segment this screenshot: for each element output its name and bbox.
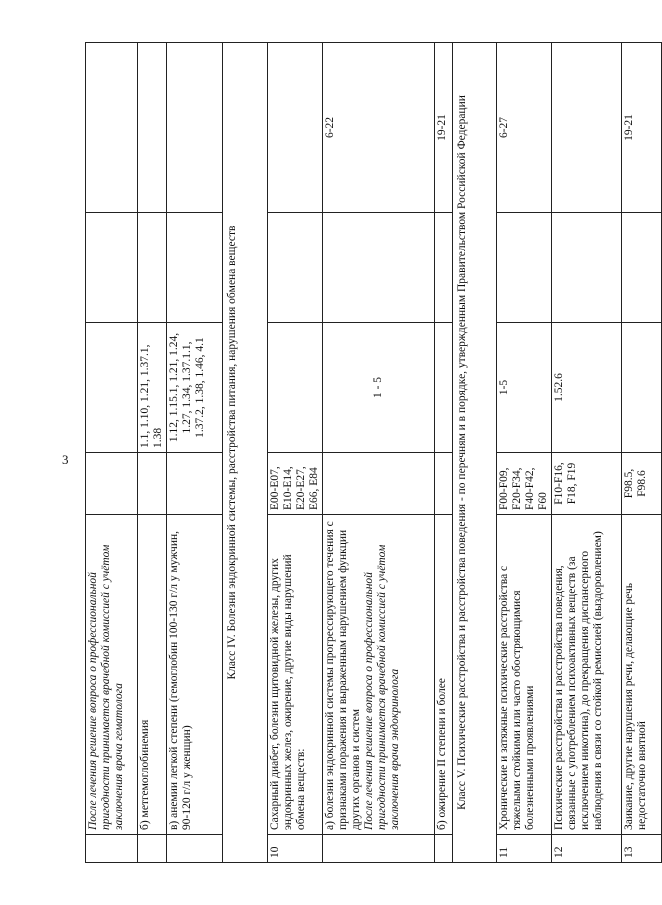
- row-anemia: в) анемии легкой степени (гемоглобин 100-130 г/л у мужчин, 90-120 г/л у женщин): [167, 515, 223, 835]
- row-number-11: 11: [497, 835, 552, 863]
- table-row: [453, 43, 497, 863]
- note-endocrinologist: После лечения решение вопроса о профессиональной пригодности принимается врачебной комиссией с учётом заключения врача эндокринолога: [363, 544, 401, 830]
- row-number-10: 10: [268, 835, 323, 863]
- endocrine-progressive-cell: [323, 515, 435, 835]
- diabetes-text: Сахарный диабет, болезни щитовидной железы, других эндокринных желез, ожирение, другие виды нарушений обмена веществ:: [268, 515, 323, 835]
- endocrine-range: 1 - 5: [323, 323, 435, 453]
- substance-range: 1.52.6: [552, 323, 622, 453]
- table-row: [323, 43, 435, 863]
- table-row: [435, 43, 453, 863]
- note-hematologist: После лечения решение вопроса о профессиональной пригодности принимается врачебной комиссией с учётом заключения врача гематолога: [86, 515, 138, 835]
- table-row: [497, 43, 552, 863]
- table-row: [167, 43, 223, 863]
- substance-text: Психические расстройства и расстройства поведения, связанные с употреблением психоактивных веществ (за исключением никотина), до прекращения диспансерного наблюдения в связи со стойкой ремиссией (выздоровлением): [552, 515, 622, 835]
- endocrine-progressive-text: а) болезни эндокринной системы прогрессирующего течения с признаками поражения и выраженным нарушением функции других органов и систем: [324, 521, 362, 830]
- obesity-col5: 19-21: [435, 43, 453, 213]
- table-row: [622, 43, 662, 863]
- disease-table: [85, 42, 662, 863]
- chronic-psych-range: 1-5: [497, 323, 552, 453]
- diabetes-codes: E00-E07, E10-E14, E20-E27, E66, E84: [268, 453, 323, 515]
- table-row: [268, 43, 323, 863]
- obesity-text: б) ожирение II степени и более: [435, 515, 453, 835]
- stutter-col5: 19-21: [622, 43, 662, 213]
- table-row: [552, 43, 622, 863]
- stutter-codes: F98.5, F98.6: [622, 453, 662, 515]
- codes-methemoglobinemia: 1.1, 1.10, 1.21, 1.37.1, 1.38: [138, 323, 167, 453]
- chronic-psych-text: Хронические и затяжные психические расстройства с тяжелыми стойкими или часто обостряющимися болезненными проявлениями: [497, 515, 552, 835]
- table-row: [223, 43, 268, 863]
- class-iv-header: Класс IV. Болезни эндокринной системы, расстройства питания, нарушения обмена веществ: [223, 43, 268, 863]
- chronic-psych-codes: F00-F09, F20-F34, F40-F42, F60: [497, 453, 552, 515]
- class-v-header: Класс V. Психические расстройства и расстройства поведения - по перечням и в порядке, утвержденным Правительством Российской Федерации: [453, 43, 497, 863]
- stutter-text: Заикание, другие нарушения речи, делающие речь недостаточно внятной: [622, 515, 662, 835]
- codes-anemia: 1.12, 1.15.1, 1.21, 1.24, 1.27, 1.34, 1.37.1.1, 1.37.2, 1.38, 1.46, 4.1: [167, 323, 223, 453]
- page-number: 3: [62, 452, 69, 467]
- row-number-13: 13: [622, 835, 662, 863]
- endocrine-col5: 6-22: [323, 43, 435, 213]
- row-number-12: 12: [552, 835, 622, 863]
- row-methemoglobinemia: б) метгемоглобинемия: [138, 515, 167, 835]
- table-row: [138, 43, 167, 863]
- table-row: [86, 43, 138, 863]
- substance-codes: F10-F16, F18, F19: [552, 453, 622, 515]
- chronic-psych-col5: 6-27: [497, 43, 552, 213]
- rotated-table-container: [85, 43, 648, 863]
